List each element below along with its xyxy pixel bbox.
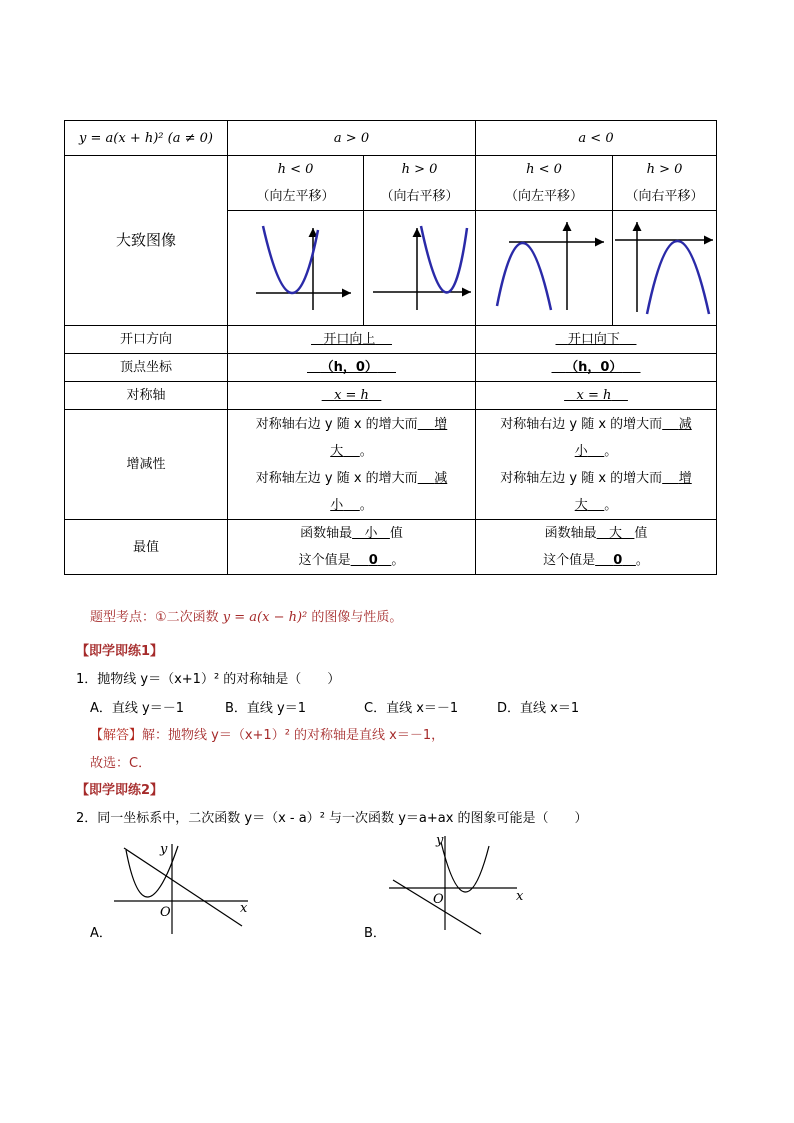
origin-label: O bbox=[433, 892, 444, 907]
header-a-positive: a > 0 bbox=[228, 121, 476, 156]
practice1-option-c: C．直线 x＝－1 bbox=[364, 701, 459, 716]
extremum-label: 最值 bbox=[65, 520, 228, 575]
open-direction-label: 开口方向 bbox=[65, 326, 228, 354]
topic-line: 题型考点：①二次函数 y = a(x − h)² 的图像与性质。 bbox=[90, 610, 403, 625]
properties-table bbox=[64, 120, 717, 575]
option-a-graph bbox=[108, 838, 258, 938]
origin-label: O bbox=[160, 905, 171, 920]
extremum-negative: 函数轴最 大 值 这个值是 0 。 bbox=[476, 520, 717, 575]
open-direction-negative: 开口向下 bbox=[476, 326, 717, 354]
graph-down-right bbox=[613, 211, 717, 326]
header-a-negative: a < 0 bbox=[476, 121, 717, 156]
axis-y-label: y bbox=[160, 842, 168, 857]
shift-cell: h > 0 （向右平移） bbox=[613, 156, 717, 211]
open-direction-positive: 开口向上 bbox=[228, 326, 476, 354]
practice2-heading: 【即学即练2】 bbox=[76, 783, 164, 798]
practice1-answer: 【解答】解：抛物线 y＝（x+1）² 的对称轴是直线 x＝－1， bbox=[90, 728, 445, 743]
axis-negative: x = h bbox=[476, 382, 717, 410]
axis-positive: x = h bbox=[228, 382, 476, 410]
graph-up-left bbox=[228, 211, 364, 326]
practice1-heading: 【即学即练1】 bbox=[76, 644, 164, 659]
vertex-positive: （h，0） bbox=[228, 354, 476, 382]
axis-x-label: x bbox=[240, 901, 248, 916]
header-formula: y = a(x + h)² (a ≠ 0) bbox=[65, 121, 228, 156]
graph-down-left bbox=[476, 211, 613, 326]
vertex-negative: （h，0） bbox=[476, 354, 717, 382]
vertex-label: 顶点坐标 bbox=[65, 354, 228, 382]
graph-up-right bbox=[364, 211, 476, 326]
practice1-option-a: A．直线 y＝－1 bbox=[90, 701, 184, 716]
practice1-choose: 故选：C． bbox=[90, 756, 152, 771]
option-a-label: A． bbox=[90, 926, 112, 941]
shift-cell: h > 0 （向右平移） bbox=[364, 156, 476, 211]
option-b-label: B． bbox=[364, 926, 386, 941]
graph-row-label: 大致图像 bbox=[65, 156, 228, 326]
axis-x-label: x bbox=[516, 889, 524, 904]
axis-y-label: y bbox=[436, 833, 444, 848]
monotonicity-negative: 对称轴右边 y 随 x 的增大而 减 小 。 对称轴左边 y 随 x 的增大而 增 大 。 bbox=[476, 410, 717, 520]
shift-cell: h < 0 （向左平移） bbox=[476, 156, 613, 211]
option-b-graph bbox=[385, 830, 525, 940]
extremum-positive: 函数轴最 小 值 这个值是 0 。 bbox=[228, 520, 476, 575]
monotonicity-label: 增减性 bbox=[65, 410, 228, 520]
practice1-option-b: B．直线 y＝1 bbox=[225, 701, 307, 716]
practice1-question: 1．抛物线 y＝（x+1）² 的对称轴是（ ） bbox=[76, 672, 341, 687]
shift-cell: h < 0 （向左平移） bbox=[228, 156, 364, 211]
axis-label: 对称轴 bbox=[65, 382, 228, 410]
monotonicity-positive: 对称轴右边 y 随 x 的增大而 增 大 。 对称轴左边 y 随 x 的增大而 减 小 。 bbox=[228, 410, 476, 520]
practice1-option-d: D．直线 x＝1 bbox=[497, 701, 580, 716]
practice2-question: 2．同一坐标系中，二次函数 y＝（x - a）² 与一次函数 y＝a+ax 的图象可能是（ ） bbox=[76, 811, 588, 826]
